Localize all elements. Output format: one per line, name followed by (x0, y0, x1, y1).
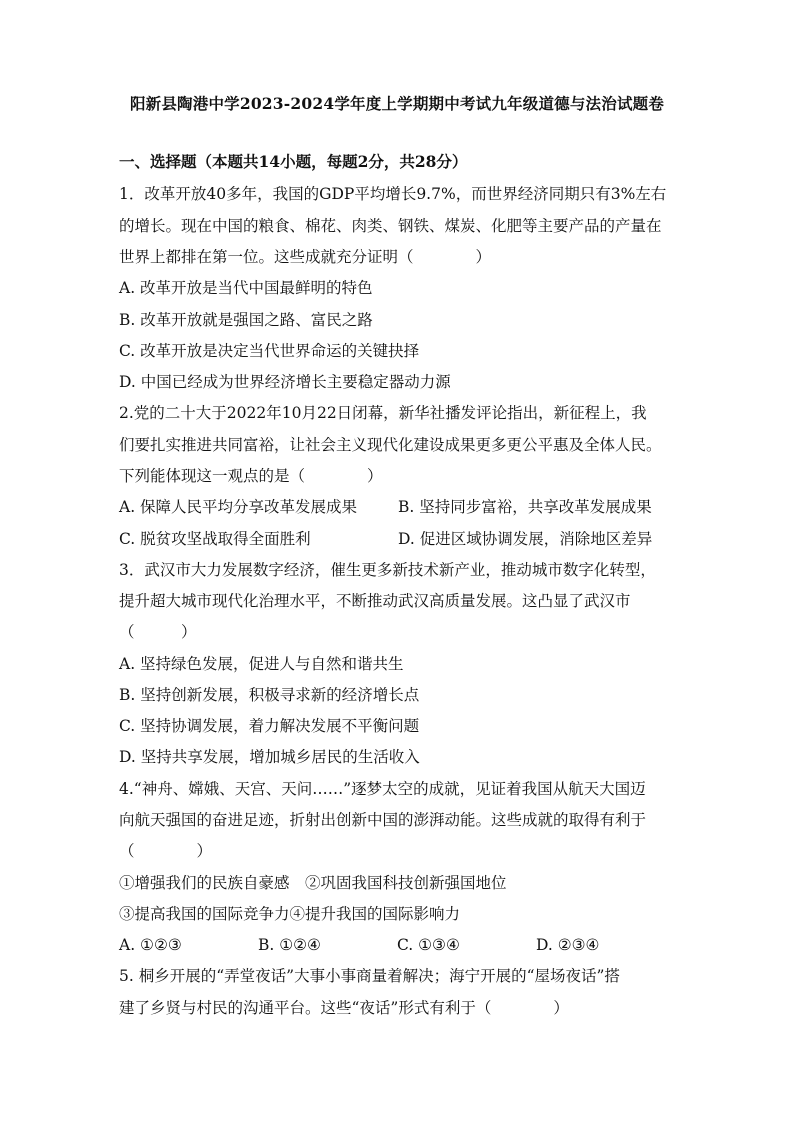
q3-line-2: 提升超大城市现代化治理水平，不断推动武汉高质量发展。这凸显了武汉市 (119, 592, 631, 610)
q2-line-1: 2.党的二十大于2022年10月22日闭幕，新华社播发评论指出，新征程上，我 (119, 404, 647, 422)
q1-line-1: 1．改革开放40多年，我国的GDP平均增长9.7%，而世界经济同期只有3%左右 (119, 185, 667, 203)
q1-line-3: 世界上都排在第一位。这些成就充分证明（ ） (119, 248, 492, 266)
q4-option-a: A. ①②③ (119, 936, 182, 954)
q3-option-a: A. 坚持绿色发展，促进人与自然和谐共生 (119, 655, 404, 673)
q4-line-2: 向航天强国的奋进足迹，折射出创新中国的澎湃动能。这些成就的取得有利于 (119, 811, 647, 829)
q3-option-c: C. 坚持协调发展，着力解决发展不平衡问题 (119, 717, 420, 735)
q5-line-1: 5. 桐乡开展的“弄堂夜话”大事小事商量着解决；海宁开展的“屋场夜话”搭 (119, 967, 620, 985)
q1-option-d: D. 中国已经成为世界经济增长主要稳定器动力源 (119, 373, 451, 391)
q5-line-2: 建了乡贤与村民的沟通平台。这些“夜话”形式有利于（ ） (119, 999, 569, 1017)
q4-statements-2: ③提高我国的国际竞争力④提升我国的国际影响力 (119, 905, 461, 923)
q4-line-1: 4.“神舟、嫦娥、天宫、天问……”逐梦太空的成就，见证着我国从航天大国迈 (119, 780, 646, 798)
q3-line-1: 3．武汉市大力发展数字经济，催生更多新技术新产业，推动城市数字化转型， (119, 561, 656, 579)
q1-option-a: A. 改革开放是当代中国最鲜明的特色 (119, 279, 373, 297)
q1-option-c: C. 改革开放是决定当代世界命运的关键抉择 (119, 342, 420, 360)
q4-statements-1: ①增强我们的民族自豪感 ②巩固我国科技创新强国地位 (119, 874, 507, 892)
q3-option-d: D. 坚持共享发展，增加城乡居民的生活收入 (119, 748, 420, 766)
q4-line-3: （ ） (119, 842, 213, 860)
q4-option-c: C. ①③④ (397, 936, 460, 954)
q2-option-d: D. 促进区域协调发展，消除地区差异 (398, 530, 653, 548)
q1-line-2: 的增长。现在中国的粮食、棉花、肉类、钢铁、煤炭、化肥等主要产品的产量在 (119, 217, 662, 235)
q4-option-d: D. ②③④ (536, 936, 600, 954)
section-heading: 一、选择题（本题共14小题，每题2分，共28分） (119, 152, 468, 171)
q3-line-3: （ ） (119, 623, 197, 641)
q2-line-2: 们要扎实推进共同富裕，让社会主义现代化建设成果更多更公平惠及全体人民。 (119, 436, 662, 454)
exam-title: 阳新县陶港中学2023-2024学年度上学期期中考试九年级道德与法治试题卷 (129, 94, 665, 113)
q2-line-3: 下列能体现这一观点的是（ ） (119, 467, 383, 485)
q3-option-b: B. 坚持创新发展，积极寻求新的经济增长点 (119, 686, 420, 704)
q2-option-c: C. 脱贫攻坚战取得全面胜利 (119, 530, 311, 548)
q4-option-b: B. ①②④ (258, 936, 321, 954)
q1-option-b: B. 改革开放就是强国之路、富民之路 (119, 311, 373, 329)
q2-option-b: B. 坚持同步富裕，共享改革发展成果 (398, 498, 652, 516)
q2-option-a: A. 保障人民平均分享改革发展成果 (119, 498, 358, 516)
